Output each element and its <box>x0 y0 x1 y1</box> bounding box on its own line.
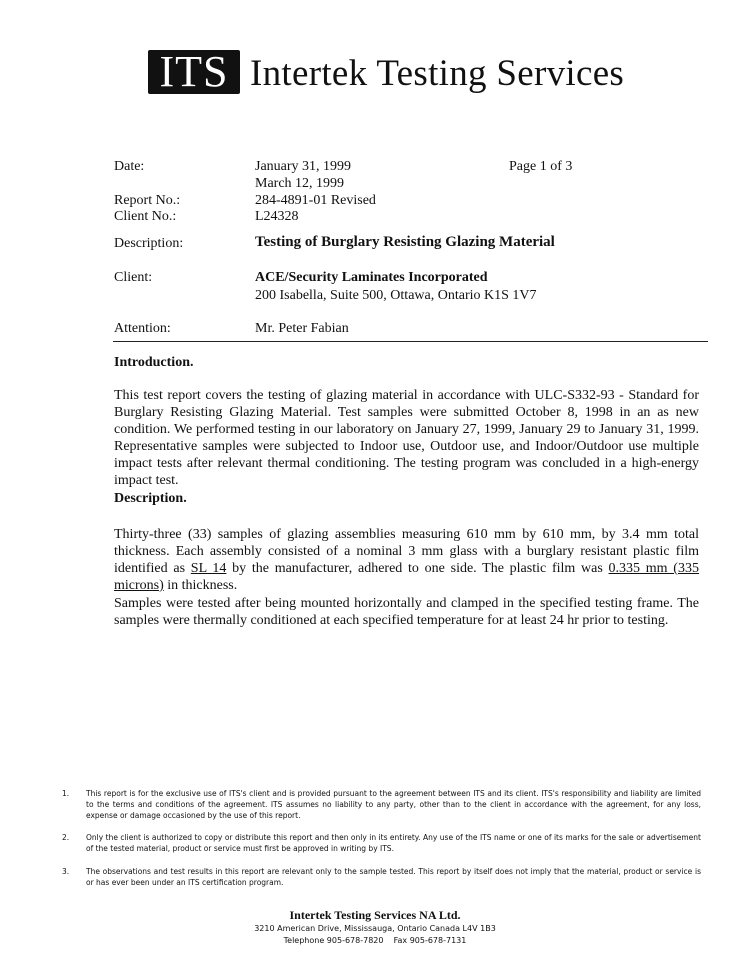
intro-heading: Introduction. <box>114 355 194 370</box>
date-value: January 31, 1999 <box>255 159 352 174</box>
page-number: Page 1 of 3 <box>509 159 573 174</box>
footnote-2-text: Only the client is authorized to copy or distribute this report and then only in its entirety. Any use of the ITS name or one of its marks for the sale or advertisement of the tested material, product or service must first be approved in writing by ITS. <box>86 833 701 853</box>
footer-address: 3210 American Drive, Mississauga, Ontario Canada L4V 1B3 <box>254 924 496 933</box>
company-name: Intertek Testing Services <box>250 53 625 94</box>
client-label: Client: <box>114 270 153 285</box>
report-no-value: 284-4891-01 Revised <box>255 193 376 208</box>
description-value: Testing of Burglary Resisting Glazing Material <box>255 234 555 250</box>
footnote-1-number: 1. <box>62 789 70 798</box>
description-label: Description: <box>114 236 184 251</box>
description-heading: Description. <box>114 491 187 506</box>
client-name: ACE/Security Laminates Incorporated <box>255 270 488 285</box>
client-no-value: L24328 <box>255 209 299 224</box>
footnote-3-text: The observations and test results in this report are relevant only to the sample tested. This report by itself does not imply that the material, product or service is or has ever been under an ITS certification program. <box>86 867 701 887</box>
client-address: 200 Isabella, Suite 500, Ottawa, Ontario K1S 1V7 <box>255 288 537 303</box>
attention-value: Mr. Peter Fabian <box>255 321 349 336</box>
date-label: Date: <box>114 159 145 174</box>
footer-phone: Telephone 905-678-7820 Fax 905-678-7131 <box>283 936 467 945</box>
date-value-revised: March 12, 1999 <box>255 176 345 191</box>
footer-company: Intertek Testing Services NA Ltd. <box>289 908 461 922</box>
footnote-2-number: 2. <box>62 833 70 842</box>
attention-label: Attention: <box>114 321 171 336</box>
divider <box>113 341 708 342</box>
its-logo: ITS <box>148 50 240 94</box>
footnote-1-text: This report is for the exclusive use of ITS's client and is provided pursuant to the agreement between ITS and its client. ITS's responsibility and liability are limited to the terms and conditions of the agreement. ITS assumes no liability to any party, other than to the client in accordance with the agreement, for any loss, expense or damage occasioned by the use of this report. <box>86 789 701 820</box>
footnote-3-number: 3. <box>62 867 70 876</box>
description-paragraph-2: Samples were tested after being mounted horizontally and clamped in the specified testing frame. The samples were thermally conditioned at each specified temperature for at least 24 hr prior to testing. <box>114 596 699 628</box>
description-paragraph-1: Thirty-three (33) samples of glazing assemblies measuring 610 mm by 610 mm, by 3.4 mm total thickness. Each assembly consisted of a nominal 3 mm glass with a burglary resistant plastic film identified as SL 14 by the manufacturer, adhered to one side. The plastic film was 0.335 mm (335 microns) in thickness. <box>114 527 699 593</box>
client-no-label: Client No.: <box>114 209 177 224</box>
intro-paragraph: This test report covers the testing of glazing material in accordance with ULC-S332-93 - Standard for Burglary Resisting Glazing Material. Test samples were submitted October 8, 1998 in an as new condition. We performed testing in our laboratory on January 27, 1999, January 29 to January 31, 1999. Representative samples were subjected to Indoor use, Outdoor use, and Indoor/Outdoor use multiple impact tests after relevant thermal conditioning. The testing program was concluded in a high-energy impact test. <box>114 388 699 488</box>
report-no-label: Report No.: <box>114 193 181 208</box>
